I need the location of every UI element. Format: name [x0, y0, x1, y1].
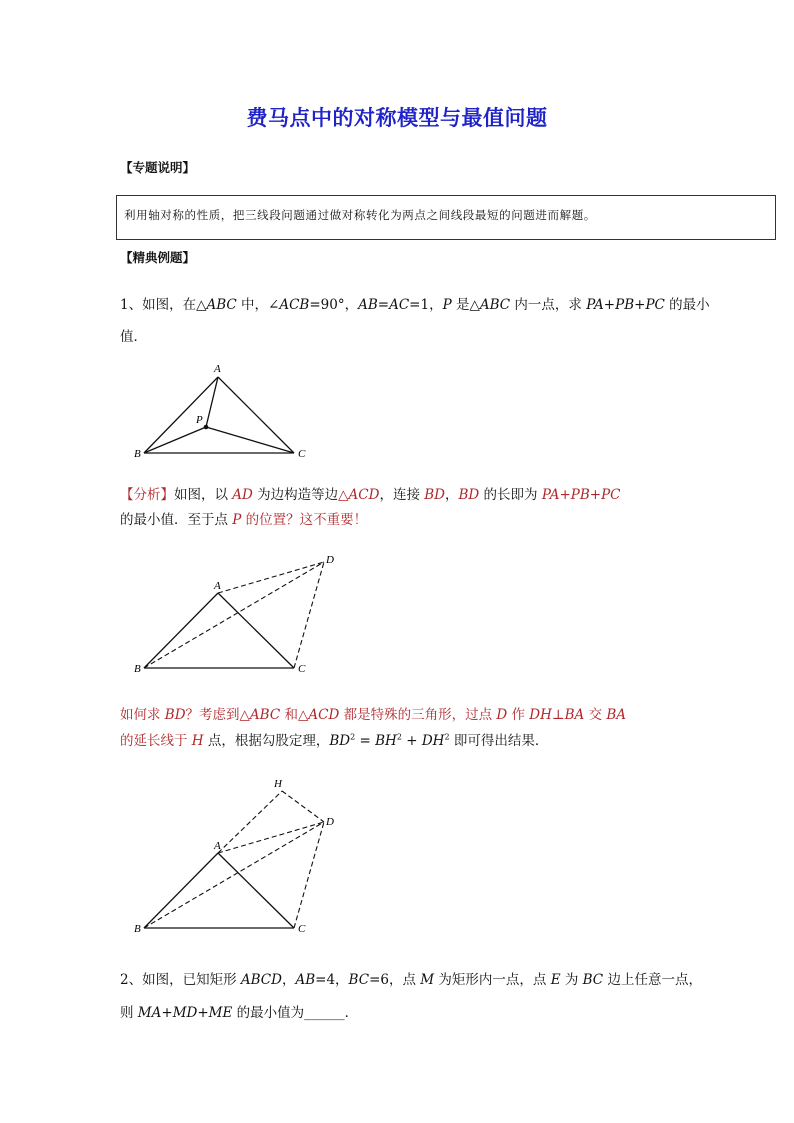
answer-blank: ______ — [304, 1005, 345, 1021]
math: △ACD — [338, 487, 380, 503]
math: P — [442, 297, 452, 313]
text: 边上任意一点， — [603, 972, 702, 988]
text: =4， — [315, 972, 349, 988]
text: 中， — [236, 297, 269, 313]
page-title: 费马点中的对称模型与最值问题 — [246, 106, 548, 130]
math: E — [550, 972, 561, 988]
analysis-tag: 【分析】 — [120, 487, 174, 503]
math: ABCD — [240, 972, 282, 988]
math: △ABC — [196, 297, 237, 313]
text: 都是特殊的三角形，过点 — [339, 707, 497, 723]
math: DH — [421, 733, 445, 749]
figure-1 — [120, 355, 320, 465]
text: 是 — [451, 297, 470, 313]
intro-box — [116, 195, 776, 240]
text: 的最小 — [664, 297, 710, 313]
label-a: A — [214, 580, 221, 592]
math: DH⊥BA — [529, 707, 585, 723]
text: 作 — [507, 707, 530, 723]
text: 如何求 — [120, 707, 165, 723]
math: BD — [329, 733, 351, 749]
text: 为边构造等边 — [252, 487, 339, 503]
problem1-line1 — [120, 293, 710, 313]
text: 交 — [584, 707, 607, 723]
math: AC — [389, 297, 410, 313]
text: + — [603, 297, 616, 313]
text: 则 — [120, 1005, 138, 1021]
text: =6，点 — [369, 972, 421, 988]
problem2-line1 — [120, 968, 702, 988]
math: H — [191, 733, 204, 749]
math: BD — [424, 487, 446, 503]
superscript: 2 — [444, 732, 450, 742]
text: 的长即为 — [479, 487, 542, 503]
superscript: 2 — [350, 732, 356, 742]
math: MD — [172, 1005, 198, 1021]
text: = — [377, 297, 390, 313]
text: 如图，以 — [174, 487, 233, 503]
math: AB — [358, 297, 378, 313]
math: PB — [615, 297, 635, 313]
figure-2 — [120, 550, 340, 680]
label-d: D — [326, 816, 334, 828]
text: =90°， — [309, 297, 359, 313]
text: 的延长线于 — [120, 733, 192, 749]
text: 内一点，求 — [510, 297, 587, 313]
text: ，连接 — [379, 487, 425, 503]
text: 即可得出结果． — [449, 733, 549, 749]
math: MA — [137, 1005, 162, 1021]
text: 2、如图，已知矩形 — [120, 972, 241, 988]
math: PA — [586, 297, 604, 313]
label-h: H — [274, 778, 282, 790]
text: ， — [281, 972, 296, 988]
math: △ACD — [297, 707, 340, 723]
math: BD — [458, 487, 480, 503]
text: 的最小值．至于点 — [120, 512, 233, 528]
text: 点，根据勾股定理， — [203, 733, 330, 749]
howto-line2 — [120, 729, 548, 749]
text: 1、如图，在 — [120, 297, 197, 313]
text: = — [355, 733, 376, 749]
figure-3 — [120, 770, 340, 940]
analysis-line2 — [120, 508, 367, 528]
superscript: 2 — [396, 732, 402, 742]
problem2-line2 — [120, 1001, 358, 1021]
text: 的最小值为 — [232, 1005, 305, 1021]
math: BH — [375, 733, 397, 749]
math: BA — [606, 707, 627, 723]
text: ． — [344, 1005, 359, 1021]
problem1-line2: 值． — [120, 329, 147, 345]
text: 和 — [280, 707, 298, 723]
text: ？考虑到 — [185, 707, 240, 723]
analysis-line1 — [120, 483, 621, 503]
intro-heading: 【专题说明】 — [120, 160, 196, 175]
intro-text: 利用轴对称的性质，把三线段问题通过做对称转化为两点之间线段最短的问题进而解题。 — [124, 208, 596, 222]
examples-heading: 【精典例题】 — [120, 250, 196, 265]
math: PC — [645, 297, 665, 313]
label-b: B — [134, 448, 141, 460]
math: PA+PB+PC — [541, 487, 621, 503]
math: BC — [348, 972, 370, 988]
math: M — [420, 972, 435, 988]
text: + — [161, 1005, 173, 1021]
math: △ABC — [469, 297, 511, 313]
label-a: A — [214, 363, 221, 375]
math: ME — [208, 1005, 233, 1021]
text: + — [401, 733, 422, 749]
text: =1， — [409, 297, 443, 313]
label-c: C — [298, 923, 306, 935]
text: + — [197, 1005, 209, 1021]
label-p: P — [196, 414, 203, 426]
label-d: D — [326, 554, 334, 566]
point-p — [204, 425, 209, 430]
math: AB — [295, 972, 316, 988]
label-a: A — [214, 840, 221, 852]
math: BC — [582, 972, 604, 988]
text: ， — [445, 487, 459, 503]
text: 的位置？这不重要！ — [241, 512, 368, 528]
math: ∠ACB — [268, 297, 310, 313]
howto-line1 — [120, 703, 626, 723]
math: △ABC — [239, 707, 281, 723]
label-b: B — [134, 923, 141, 935]
math: D — [496, 707, 508, 723]
label-c: C — [298, 448, 306, 460]
math: AD — [232, 487, 253, 503]
text: 为 — [560, 972, 583, 988]
text: + — [634, 297, 646, 313]
text: 为矩形内一点，点 — [434, 972, 551, 988]
label-c: C — [298, 663, 306, 675]
label-b: B — [134, 663, 141, 675]
math: BD — [164, 707, 186, 723]
math: P — [232, 512, 242, 528]
